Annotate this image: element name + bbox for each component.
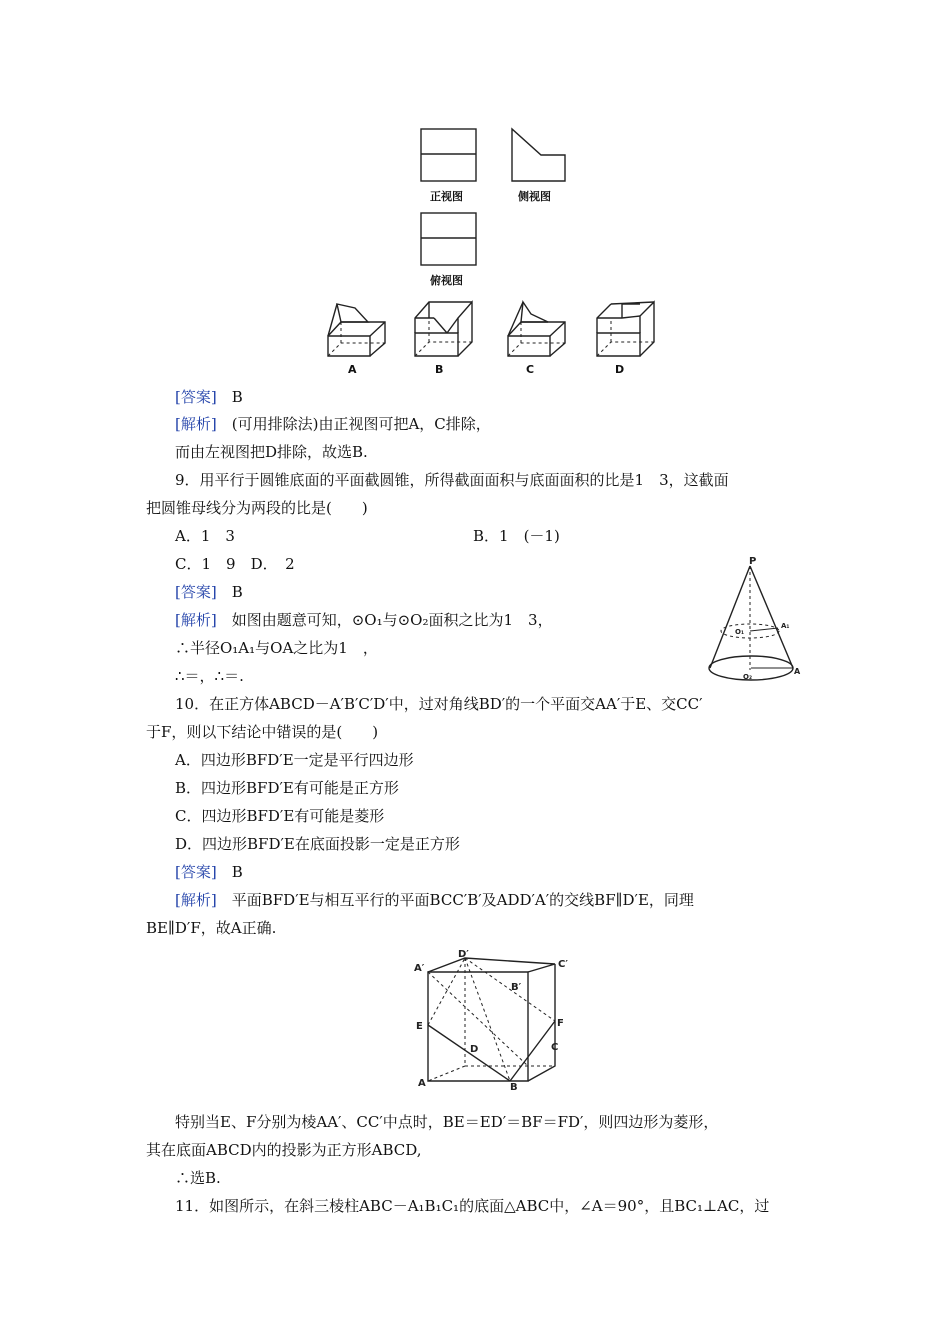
cube-label-d1: D′ [458, 949, 469, 960]
cube-label-e: E [416, 1021, 423, 1032]
q10-stem-2: 于F，则以下结论中错误的是( ) [146, 723, 379, 741]
cube-label-b1: B′ [511, 982, 522, 993]
answer-value: B [231, 583, 243, 601]
q10-option-d: D．四边形BFD′E在底面投影一定是正方形 [175, 835, 460, 853]
answer-value: B [231, 863, 243, 881]
q10-note-2: 其在底面ABCD内的投影为正方形ABCD, [146, 1141, 422, 1159]
top-view-label: 俯视图 [430, 274, 463, 287]
cube-label-f: F [557, 1018, 564, 1029]
cube-label-b: B [510, 1082, 518, 1093]
side-view-figure [511, 128, 571, 188]
cone-label-a: A [794, 667, 801, 676]
option-a-label: A [348, 363, 357, 376]
q10-analysis-2: BE∥D′F，故A正确. [146, 919, 277, 937]
answer-value: B [231, 388, 243, 406]
analysis-text: 如图由题意可知，⊙O₁与⊙O₂面积之比为1 3， [231, 611, 553, 629]
q9-option-b: B．1 (－1) [473, 527, 560, 545]
side-view-label: 侧视图 [518, 190, 551, 203]
q10-option-b: B．四边形BFD′E有可能是正方形 [175, 779, 399, 797]
cube-label-d: D [470, 1044, 479, 1055]
answer-tag: [答案] [175, 583, 217, 601]
q10-answer [175, 862, 243, 882]
answer-tag: [答案] [175, 863, 217, 881]
q10-analysis-1 [175, 890, 694, 910]
q8-analysis-2: 而由左视图把D排除，故选B. [175, 443, 368, 461]
q9-analysis-2: ∴半径O₁A₁与OA之比为1 ， [175, 639, 378, 657]
analysis-text: (可用排除法)由正视图可把A，C排除， [231, 415, 491, 433]
cone-label-a1: A₁ [781, 622, 790, 630]
answer-tag: [答案] [175, 388, 217, 406]
cone-label-p: P [749, 556, 757, 567]
q9-stem-1: 9．用平行于圆锥底面的平面截圆锥，所得截面面积与底面面积的比是1 3，这截面 [175, 471, 729, 489]
q8-analysis-1 [175, 414, 491, 434]
cone-label-o1: O₁ [735, 628, 745, 636]
front-view-figure [420, 128, 480, 188]
q10-stem-1: 10．在正方体ABCD－A′B′C′D′中，过对角线BD′的一个平面交AA′于E、交CC′ [175, 695, 703, 713]
cone-label-o2: O₂ [743, 673, 753, 681]
q9-stem-2: 把圆锥母线分为两段的比是( ) [146, 499, 368, 517]
analysis-tag: [解析] [175, 415, 217, 433]
analysis-tag: [解析] [175, 891, 217, 909]
q10-note-3: ∴选B. [175, 1169, 221, 1187]
front-view-label: 正视图 [430, 190, 463, 203]
analysis-tag: [解析] [175, 611, 217, 629]
cube-label-c1: C′ [558, 959, 568, 970]
analysis-text: 平面BFD′E与相互平行的平面BCC′B′及ADD′A′的交线BF∥D′E，同理 [231, 891, 694, 909]
q11-stem-1: 11．如图所示，在斜三棱柱ABC－A₁B₁C₁的底面△ABC中，∠A＝90°，且BC₁⊥AC，过 [175, 1197, 770, 1215]
q9-option-a: A．1 3 [175, 527, 235, 545]
option-b-label: B [435, 363, 444, 376]
option-c-solid [505, 298, 575, 360]
q10-option-a: A．四边形BFD′E一定是平行四边形 [175, 751, 414, 769]
top-view-figure [420, 212, 480, 272]
q9-analysis-1 [175, 610, 553, 630]
option-a-solid [325, 298, 395, 360]
option-c-label: C [526, 363, 535, 376]
cube-figure [410, 948, 580, 1093]
q9-analysis-3: ∴＝，∴＝. [175, 667, 244, 685]
option-d-label: D [615, 363, 625, 376]
q9-answer [175, 582, 243, 602]
q8-answer [175, 387, 243, 407]
cone-figure [705, 558, 805, 688]
option-b-solid [412, 298, 482, 360]
q10-note-1: 特别当E、F分别为棱AA′、CC′中点时，BE＝ED′＝BF＝FD′，则四边形为菱形， [175, 1113, 719, 1131]
cube-label-a: A [418, 1078, 426, 1089]
q10-option-c: C．四边形BFD′E有可能是菱形 [175, 807, 385, 825]
cube-label-c: C [551, 1042, 559, 1053]
q9-option-cd: C．1 9 D． 2 [175, 555, 295, 573]
option-d-solid [594, 298, 664, 360]
cube-label-a1: A′ [414, 963, 425, 974]
